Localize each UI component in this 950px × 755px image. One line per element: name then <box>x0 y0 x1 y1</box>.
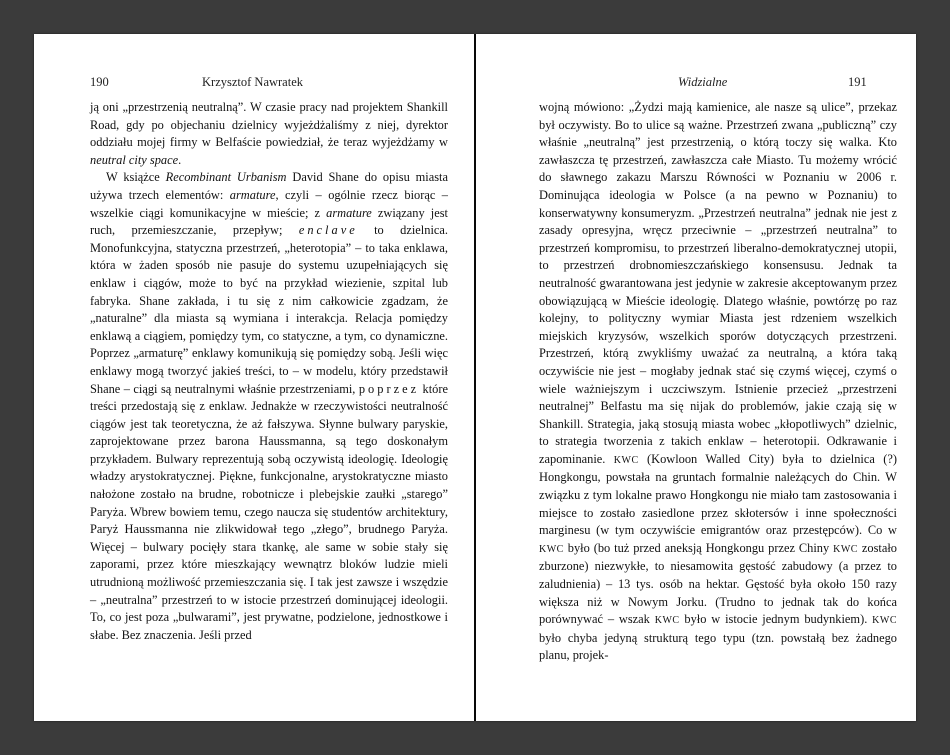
paragraph: W książce Recombinant Urbanism David Shane do opisu miasta używa trzech elementów: armature, czyli – ogólnie rzecz biorąc – wszelkie ciągi komunikacyjne w mieście; z armature związany jest ruch, przemieszczanie, przepływ; enclave to dzielnica. Monofunkcyjna, statyczna przestrzeń, „heterotopia” – to taka enklawa, która w żaden sposób nie pasuje do systemu uzupełniających się enklaw i ciągów, może to być na przykład wiezienie, szpital lub fabryka. Shane zakłada, i tu się z nim całkowicie zgadzam, że „naturalne” dla miasta są wymiana i interakcja. Relacja pomiędzy enklawą a ciągiem, pomiędzy tym, co statyczne, a tym, co dynamiczne. Poprzez „armaturę” enklawy komunikują się pomiędzy sobą. Jeśli więc enklawy mogą tworzyć jakieś treści, to – w modelu, który przedstawił Shane – ciągi są neutralnymi właśnie przestrzeniami, poprzez które treści przedostają się z enklaw. Jednakże w rzeczywistości neutralność ciągów jest tak teoretyczna, że aż fałszywa. Słynne bulwary paryskie, zaprojektowane przez barona Haussmanna, są tego doskonałym przykładem. Bulwary reprezentują sobą oczywistą ideologię. Ideologię władzy arystokratycznej. Piękne, funkcjonalne, arystokratyczne miasto nałożone zostało na brudne, robotnicze i plebejskie zaułki „starego” Paryża. Wbrew bowiem temu, czego naucza się studentów architektury, Paryż Haussmanna nie zlikwidował tego „złego”, brudnego Paryża. Więcej – bulwary pocięły stara tkankę, ale same w sobie stały się zaporami, przez które mieszkający wewnątrz bloków ludzie mieli utrudnioną możliwość przemieszczania się. I tak jest zawsze i wszędzie – „neutralna” przestrzeń to w istocie przestrzeń dominującej ideologii. To, co jest poza „bulwarami”, jest prywatne, podzielone, jednostkowe i słabe. Bez znaczenia. Jeśli przed <box>90 170 449 642</box>
left-page <box>34 34 474 721</box>
left-body-text <box>90 99 448 644</box>
running-head-right: Widzialne <box>678 75 728 89</box>
page-number-right: 191 <box>848 75 867 89</box>
right-page <box>476 34 916 721</box>
paragraph: ją oni „przestrzenią neutralną”. W czasie pracy nad projektem Shankill Road, gdy po objechaniu dzielnicy wyjeżdżaliśmy z niej, dyrektor oddziału mojej firmy w Belfaście powiedział, że teraz wyjeżdżamy w neutral city space. <box>90 100 448 167</box>
running-head-left: Krzysztof Nawratek <box>202 75 303 89</box>
right-body-text <box>539 99 897 665</box>
page-number-left: 190 <box>90 75 109 89</box>
paragraph: wojną mówiono: „Żydzi mają kamienice, ale nasze są ulice”, przekaz był oczywisty. Bo to ulice są ważne. Przestrzeń zwana „publiczną” czy właśnie „neutralną” jest przestrzenią, o którą toczy się walka. Kto zawłaszcza tę przestrzeń, zawłaszcza całe Miasto. Tu możemy wrócić do sławnego zakazu Marszu Równości w Poznaniu w 2006 r. Dominująca ideologia w Polsce (a na pewno w Poznaniu) to konserwatywny konsumeryzm. „Przestrzeń neutralna” jednak nie jest z zasady opresyjna, wręcz przeciwnie – „przestrzeń neutralna” to przestrzeń kompromisu, to przestrzeń liberalno-demokratycznej utopii, to przestrzeń drobnomieszczańskiego konsensusu. Jednak ta neutralność gwarantowana jest jedynie w zakresie akceptowanym przez obowiązującą w Mieście ideologię. Dlatego właśnie, powtórzę po raz kolejny, to polityczny wymiar Miasta jest rdzeniem wszelkich miejskich kryzysów, wszelkich sporów dotyczących przestrzeni. Przestrzeń, którą zwykliśmy uważać za neutralną, a która taką oczywiście nie jest – mogłaby jednak stać się czymś więcej, czymś o wiele ważniejszym i uczciwszym. Istnienie przecież „przestrzeni neutralnej” Belfastu ma się nijak do problemów, jakie czają się w Shankill. Strategia, jaką stosują miasta wobec „kłopotliwych” dzielnic, to strategia tworzenia z takich enklaw – heterotopii. Odkrawanie i zapominanie. KWC (Kowloon Walled City) była to dzielnica (?) Hongkongu, powstała na gruntach formalnie należących do Chin. W związku z tym lokalne prawo Hongkongu nie miało tam zastosowania i miejsce to zostało zasiedlone przez skłotersów i inne społeczności marginesu (w tym oczywiście emigrantów oraz przestępców). Co w KWC było (bo tuż przed aneksją Hongkongu przez Chiny KWC zostało zburzone) niezwykłe, to niesamowita gęstość zabudowy (a przez to zaludnienia) – 13 tys. osób na hektar. Gęstość była około 150 razy większa niż w Nowym Jorku. (Trudno to jednak tak do końca porównywać – wszak KWC było w istocie jednym budynkiem). KWC było chyba jedyną strukturą tego typu (tzn. powstałą bez żadnego planu, projek- <box>539 100 897 663</box>
